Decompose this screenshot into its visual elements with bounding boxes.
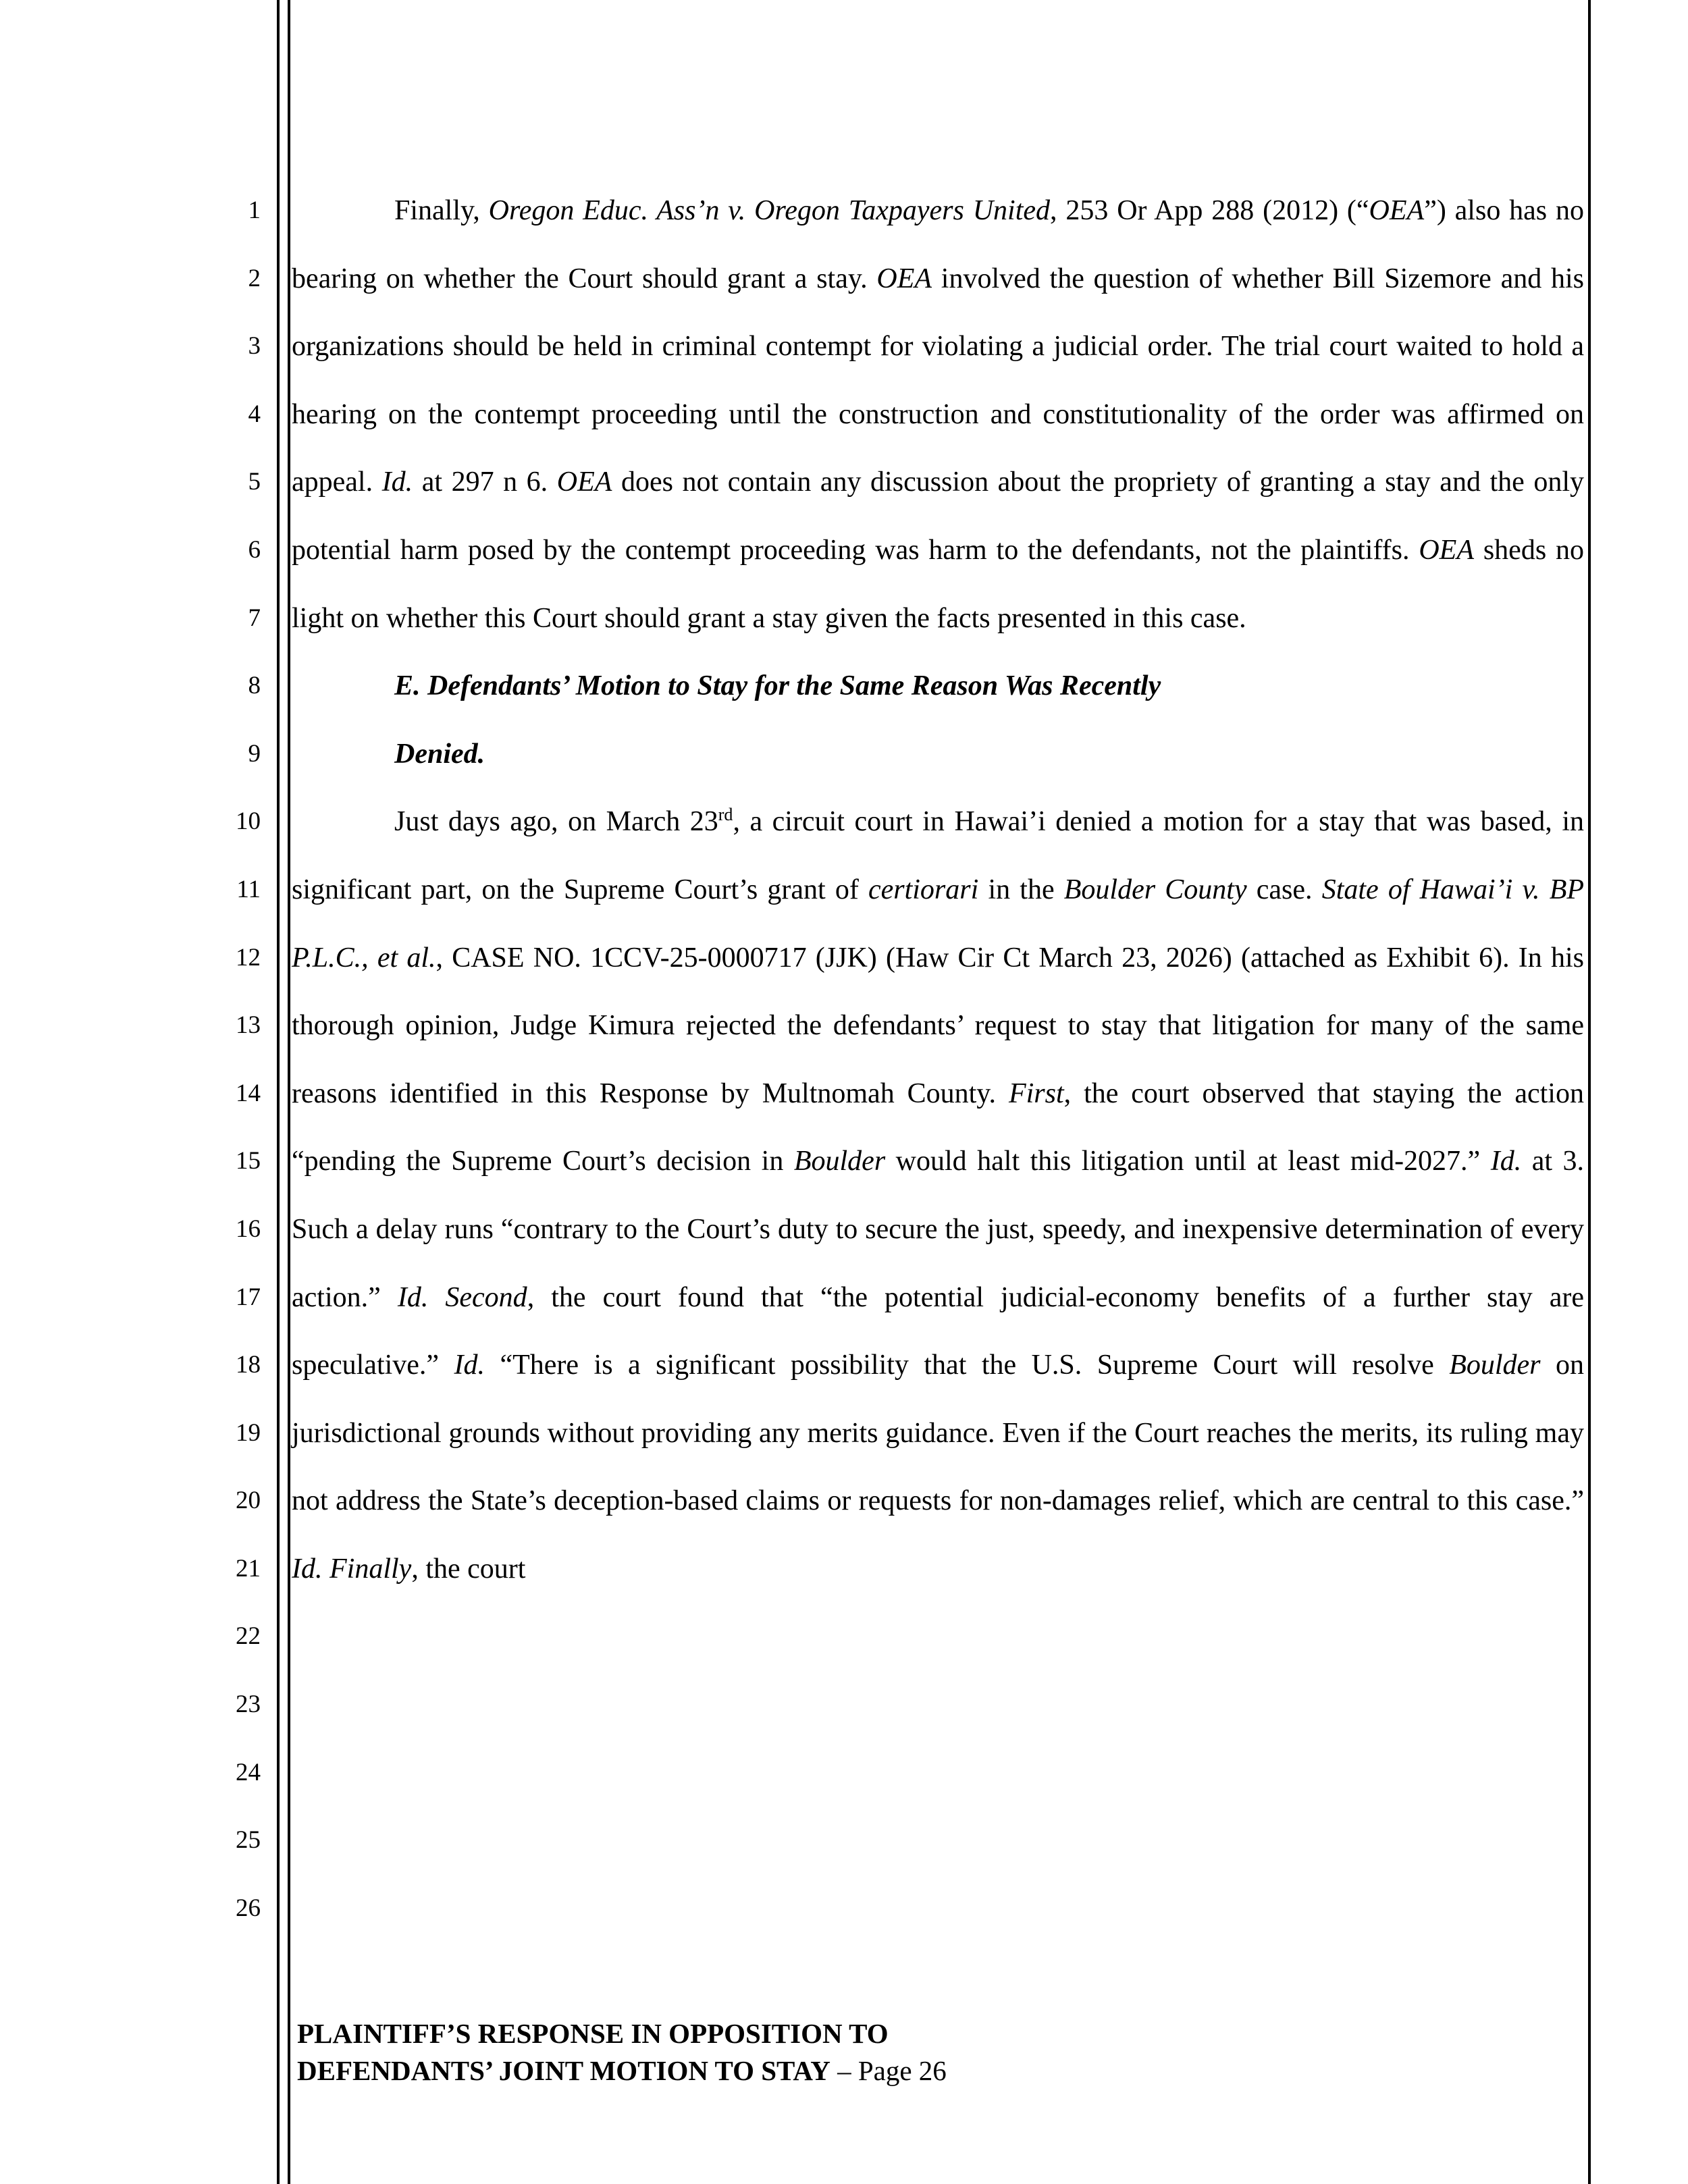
line-number: 20 <box>236 1487 261 1515</box>
heading-line-2: Denied. <box>394 738 485 770</box>
signal-word: First <box>1008 1077 1064 1109</box>
footer-line-2 <box>297 2052 1580 2089</box>
case-citation: OEA <box>1419 534 1474 566</box>
line-number: 3 <box>248 332 261 361</box>
line-number: 1 <box>248 196 261 224</box>
heading-line-1 <box>394 652 1584 720</box>
case-citation: OEA <box>1369 195 1425 226</box>
text-segment: case. <box>1246 874 1322 905</box>
line-number: 23 <box>236 1690 261 1719</box>
case-citation: Oregon Educ. Ass’n v. Oregon Taxpayers United <box>488 195 1051 226</box>
signal-word: Finally <box>329 1553 412 1584</box>
line-number: 11 <box>236 875 261 903</box>
text-segment <box>323 1553 330 1584</box>
left-margin-rule-outer <box>277 0 280 2184</box>
latin-term: certiorari <box>868 874 979 905</box>
left-margin-rule-inner <box>288 0 290 2184</box>
body-text-column <box>292 177 1584 1603</box>
line-number: 22 <box>236 1622 261 1651</box>
text-segment: , 253 Or App 288 (2012) (“ <box>1050 195 1369 226</box>
line-number: 9 <box>248 739 261 768</box>
text-segment: involved the question of whether Bill Sizemore and his organizations should be held in criminal contempt for violating a judicial order. The trial court waited to hold a hearing on the contempt proceeding until the construction and constitutionality of the order was affirmed on appeal. <box>292 263 1584 498</box>
line-number-gutter <box>203 177 261 1942</box>
text-segment: sheds no light on whether this Court should grant a stay given the facts presented in this case. <box>292 534 1585 634</box>
text-segment: at 3. Such a delay runs “contrary to the Court’s duty to secure the just, speedy, and inexpensive determination of every action.” <box>292 1146 1585 1313</box>
line-number: 14 <box>236 1079 261 1107</box>
case-citation: OEA <box>876 263 932 294</box>
line-number: 16 <box>236 1215 261 1243</box>
text-segment <box>428 1282 445 1313</box>
line-number: 26 <box>236 1894 261 1922</box>
id-citation: Id. <box>1490 1146 1522 1177</box>
text-segment: “There is a significant possibility that the U.S. Supreme Court will resolve <box>485 1350 1450 1381</box>
page-footer <box>297 2015 1580 2089</box>
line-number: 19 <box>236 1418 261 1447</box>
line-number: 8 <box>248 672 261 700</box>
right-margin-rule <box>1588 0 1591 2184</box>
paragraph-hawaii-denial <box>292 788 1584 1603</box>
ordinal-suffix: rd <box>718 805 733 825</box>
case-citation: State of Hawai’i v. BP P.L.C., et al. <box>292 874 1585 974</box>
text-segment: would halt this litigation until at least mid-2027.” <box>885 1146 1491 1177</box>
text-segment: Just days ago, on March 23 <box>394 806 718 838</box>
text-segment: in the <box>978 874 1064 905</box>
line-number: 15 <box>236 1147 261 1175</box>
line-number: 24 <box>236 1758 261 1786</box>
text-segment: , the court observed that staying the action “pending the Supreme Court’s decision in <box>292 1077 1584 1177</box>
line-number: 4 <box>248 400 261 428</box>
text-segment: ”) also has no bearing on whether the Court should grant a stay. <box>292 195 1584 294</box>
id-citation: Id. <box>381 467 413 498</box>
text-segment: on jurisdictional grounds without providing any merits guidance. Even if the Court reaches the merits, its ruling may not address the State’s deception-based claims or requests for non-damages relief, which are central to this case.” <box>292 1350 1584 1517</box>
line-number: 6 <box>248 535 261 564</box>
line-number: 2 <box>248 264 261 292</box>
line-number: 13 <box>236 1011 261 1040</box>
section-heading-e <box>292 652 1584 788</box>
case-citation: Boulder <box>1449 1350 1541 1381</box>
id-citation: Id. <box>292 1553 323 1584</box>
line-number: 12 <box>236 943 261 971</box>
line-number: 5 <box>248 468 261 496</box>
footer-page-label: – Page 26 <box>830 2055 947 2086</box>
text-segment: , a circuit court in Hawai’i denied a motion for a stay that was based, in significant part, on the Supreme Court’s grant of <box>292 806 1584 905</box>
line-number: 18 <box>236 1351 261 1379</box>
paragraph-oea-discussion <box>292 177 1584 652</box>
text-segment: , the court <box>411 1553 526 1584</box>
case-citation: Boulder County <box>1063 874 1247 905</box>
line-number: 25 <box>236 1826 261 1855</box>
footer-line-1: PLAINTIFF’S RESPONSE IN OPPOSITION TO <box>297 2018 889 2049</box>
case-citation: OEA <box>556 467 612 498</box>
section-label: E. <box>394 670 421 702</box>
signal-word: Second <box>445 1281 527 1313</box>
text-segment: Finally, <box>394 195 489 226</box>
id-citation: Id. <box>454 1350 485 1381</box>
line-number: 21 <box>236 1554 261 1582</box>
heading-text: Defendants’ Motion to Stay for the Same Reason Was Recently <box>427 670 1161 702</box>
line-number: 17 <box>236 1283 261 1311</box>
text-segment: does not contain any discussion about the propriety of granting a stay and the only potential harm posed by the contempt proceeding was harm to the defendants, not the plaintiffs. <box>292 467 1585 566</box>
text-segment: at 297 n 6. <box>413 467 557 498</box>
line-number: 7 <box>248 604 261 632</box>
text-segment: , CASE NO. 1CCV-25-0000717 (JJK) (Haw Cir Ct March 23, 2026) (attached as Exhibit 6). In his thorough opinion, Judge Kimura rejected the defendants’ request to stay that litigation for many of the same reasons identified in this Response by Multnomah County. <box>292 942 1584 1109</box>
case-citation: Boulder <box>793 1146 886 1177</box>
text-segment: , the court found that “the potential judicial-economy benefits of a further stay are speculative.” <box>292 1281 1585 1381</box>
line-number: 10 <box>236 807 261 836</box>
footer-title-part: DEFENDANTS’ JOINT MOTION TO STAY <box>297 2055 830 2086</box>
id-citation: Id. <box>397 1281 429 1313</box>
